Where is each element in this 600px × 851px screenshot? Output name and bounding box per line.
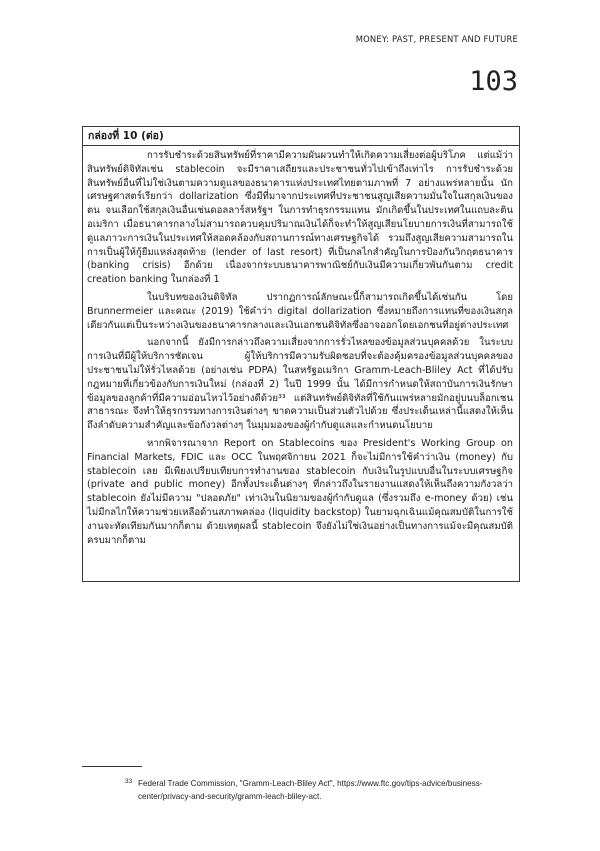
footnote-divider [82,766,142,767]
box-paragraph-2: ในบริบทของเงินดิจิทัล ปรากฏการณ์ลักษณะนี้ก็สามารถเกิดขึ้นได้เช่นกัน โดย Brunnermeier และคณะ (2019) ใช้คำว่า digital dollarization ซึ่งหมายถึงการแทนที่ของเงินสกุลเดียวกันแต่เป็นระหว่างเงินของธนาคารกลางและเงินเอกชนดิจิทัลซึ่งอาจออกโดยเอกชนที่อยู่ต่างประเทศ [87,291,513,331]
running-header: MONEY: PAST, PRESENT AND FUTURE [355,34,518,44]
footnote-marker: 33 [125,778,133,785]
box-title: กล่องที่ 10 (ต่อ) [83,127,519,146]
footnote [125,777,522,803]
box-paragraph-1: การรับชำระด้วยสินทรัพย์ที่ราคามีความผันผวนทำให้เกิดความเสี่ยงต่อผู้บริโภค แต่แม้ว่าสินทรัพย์ดิจิทัลเช่น stablecoin จะมีราคาเสถียรและประชาชนทั่วไปเข้าถึงเท่าไร การรับชำระด้วยสินทรัพย์อื่นที่ไม่ใช่เงินตามความดูแลของธนาคารแห่งประเทศไทยตามภาพที่ 7 อย่างแพร่หลายนั้น นักเศรษฐศาสตร์เรียกว่า dollarization ซึ่งมีที่มาจากประเทศที่ประชาชนสูญเสียความมั่นใจในสกุลเงินของตน จนเลือกใช้สกุลเงินอื่นเช่นดอลลาร์สหรัฐฯ ในการทำธุรกรรมแทน มักเกิดขึ้นในประเทศในแถบละตินอเมริกา เมื่อธนาคารกลางไม่สามารถควบคุมปริมาณเงินได้ก็จะทำให้สูญเสียนโยบายการเงินที่สามารถใช้ดูแลภาวะการเงินในประเทศให้สอดคล้องกับสถานการณ์ทางเศรษฐกิจได้ รวมถึงสูญเสียความสามารถในการเป็นผู้ให้กู้ยืมแหล่งสุดท้าย (lender of last resort) ที่เป็นกลไกสำคัญในการป้องกันวิกฤตธนาคาร (banking crisis) อีกด้วย เนื่องจากระบบธนาคารพาณิชย์กับเงินมีความเกี่ยวพันกันตาม credit creation banking ในกล่องที่ 1 [87,150,513,286]
box-body [83,146,519,547]
footnote-text: Federal Trade Commission, "Gramm-Leach-Bliley Act", https://www.ftc.gov/tips-advice/business-center/privacy-and-security/gramm-leach-bliley-act. [138,779,483,801]
info-box [82,126,520,582]
page-number: 103 [469,66,518,97]
box-paragraph-3: นอกจากนี้ ยังมีการกล่าวถึงความเสี่ยงจากการรั่วไหลของข้อมูลส่วนบุคคลด้วย ในระบบการเงินที่มีผู้ให้บริการชัดเจน ผู้ให้บริการมีความรับผิดชอบที่จะต้องคุ้มครองข้อมูลส่วนบุคคลของประชาชนไม่ให้รั่วไหลด้วย (อย่างเช่น PDPA) ในสหรัฐอเมริกา Gramm-Leach-Bliley Act ที่ได้ปรับกฎหมายที่เกี่ยวข้องกับการเงินใหม่ (กล่องที่ 2) ในปี 1999 นั้น ได้มีการกำหนดให้สถาบันการเงินรักษาข้อมูลของลูกค้าที่มีความอ่อนไหวไว้อย่างดีด้วย³³ แต่สินทรัพย์ดิจิทัลที่ใช้กันแพร่หลายมักอยู่บนบล็อกเชนสาธารณะ จึงทำให้ธุรกรรมทางการเงินต่างๆ ขาดความเป็นส่วนตัวไปด้วย ซึ่งประเด็นเหล่านี้แสดงให้เห็นถึงลำดับความสำคัญและข้อกังวลต่างๆ ในมุมมองของผู้กำกับดูแลและกำหนดนโยบาย [87,337,513,432]
box-paragraph-4: หากพิจารณาจาก Report on Stablecoins ของ President's Working Group on Financial Markets, FDIC และ OCC ในพฤศจิกายน 2021 ก็จะไม่มีการใช้คำว่าเงิน (money) กับ stablecoin เลย มีเพียงเปรียบเทียบการทำงานของ stablecoin กับเงินในรูปแบบอื่นในระบบเศรษฐกิจ (private and public money) อีกทั้งประเด็นต่างๆ ที่กล่าวถึงในรายงานแสดงให้เห็นถึงความกังวลว่า stablecoin ยังไม่มีความ "ปลอดภัย" เท่าเงินในนิยามของผู้กำกับดูแล (ซึ่งรวมถึง e-money ด้วย) เช่น ไม่มีกลไกให้ความช่วยเหลือด้านสภาพคล่อง (liquidity backstop) ในยามฉุกเฉินแม้คุณสมบัติในการใช้งานจะทัดเทียมกันมากก็ตาม ด้วยเหตุผลนี้ stablecoin จึงยังไม่ใช่เงินอย่างเป็นทางการแม้จะมีคุณสมบัติครบมากก็ตาม [87,437,513,546]
